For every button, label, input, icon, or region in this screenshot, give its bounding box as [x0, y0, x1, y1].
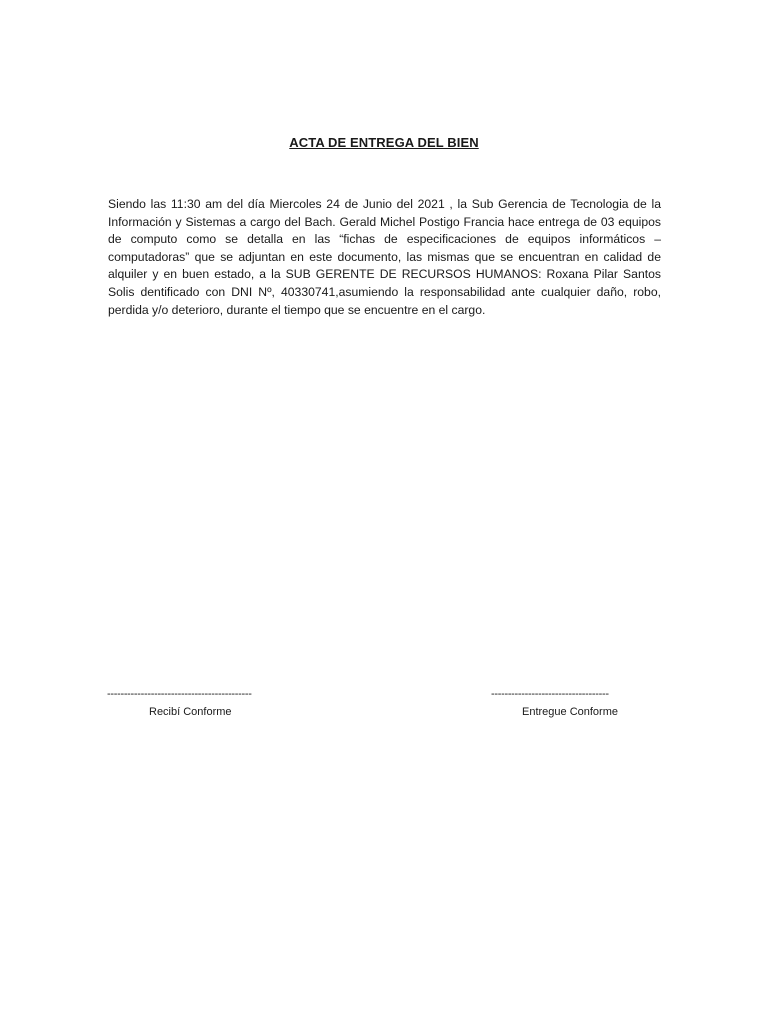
- signature-line-delivered: -----------------------------------: [491, 688, 609, 700]
- signature-block-delivered: [491, 687, 641, 719]
- signature-line-received: -------------------------------------------: [107, 688, 252, 700]
- document-title: ACTA DE ENTREGA DEL BIEN: [289, 135, 479, 150]
- document-body-paragraph: Siendo las 11:30 am del día Miercoles 24 de Junio del 2021 , la Sub Gerencia de Tecnologia de la Información y Sistemas a cargo del Bach. Gerald Michel Postigo Francia hace entrega de 03 equipos de computo como se detalla en las “fichas de especificaciones de equipos informáticos – computadoras” que se adjuntan en este documento, las mismas que se encuentran en calidad de alquiler y en buen estado, a la SUB GERENTE DE RECURSOS HUMANOS: Roxana Pilar Santos Solis dentificado con DNI Nº, 40330741,asumiendo la responsabilidad ante cualquier daño, robo, perdida y/o deterioro, durante el tiempo que se encuentre en el cargo.: [108, 197, 661, 317]
- signature-label-received: Recibí Conforme: [149, 706, 232, 718]
- signature-label-delivered: Entregue Conforme: [522, 706, 618, 718]
- signature-block-received: [107, 687, 287, 719]
